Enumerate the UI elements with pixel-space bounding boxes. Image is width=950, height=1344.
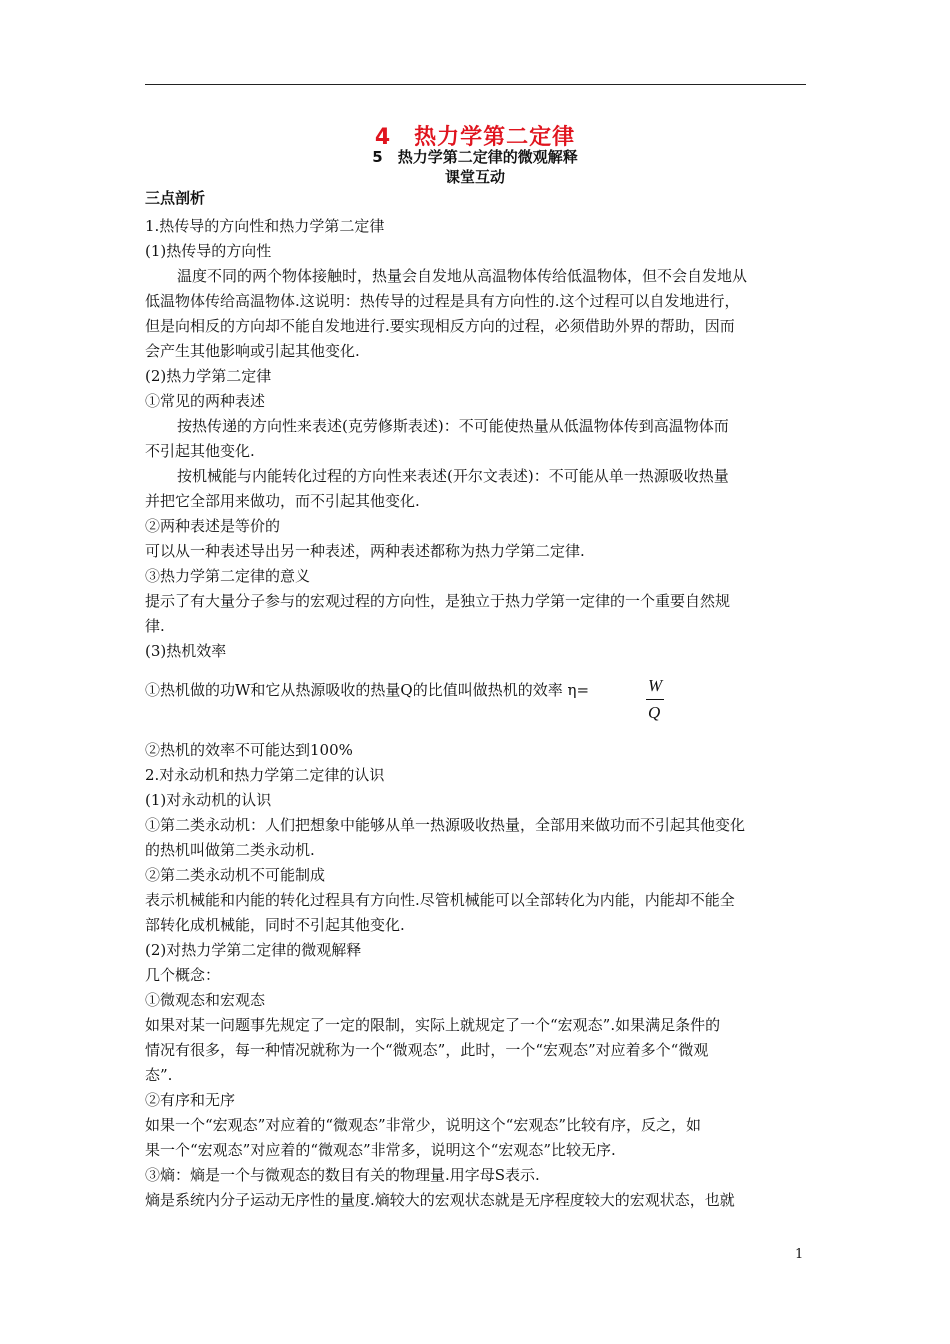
paragraph-line: 并把它全部用来做功，而不引起其他变化. — [145, 492, 420, 510]
page-number: 1 — [795, 1247, 804, 1262]
heading-2: 2.对永动机和热力学第二定律的认识 — [145, 766, 385, 784]
list-item: ③熵：熵是一个与微观态的数目有关的物理量.用字母S表示. — [145, 1166, 540, 1184]
list-item: ①第二类永动机：人们把想象中能够从单一热源吸收热量，全部用来做功而不引起其他变化 — [145, 816, 746, 834]
efficiency-definition: ①热机做的功W和它从热源吸收的热量Q的比值叫做热机的效率 η= — [145, 681, 590, 699]
paragraph-line: 情况有很多，每一种情况就称为一个“微观态”，此时，一个“宏观态”对应着多个“微观 — [145, 1041, 709, 1059]
paragraph-line: 表示机械能和内能的转化过程具有方向性.尽管机械能可以全部转化为内能，内能却不能全 — [145, 891, 735, 909]
list-item: ②两种表述是等价的 — [145, 517, 281, 535]
paragraph-line: 可以从一种表述导出另一种表述，两种表述都称为热力学第二定律. — [145, 542, 585, 560]
list-item: ②第二类永动机不可能制成 — [145, 866, 326, 884]
paragraph-line: 律. — [145, 617, 165, 635]
paragraph-line: 不引起其他变化. — [145, 442, 255, 460]
heading-analysis: 三点剖析 — [145, 189, 206, 207]
header-rule — [145, 84, 806, 85]
subheading-2-1: (1)对永动机的认识 — [145, 791, 272, 809]
paragraph-line: 按机械能与内能转化过程的方向性来表述(开尔文表述)：不可能从单一热源吸收热量 — [177, 467, 729, 485]
list-item: ②热机的效率不可能达到100% — [145, 741, 353, 759]
paragraph-line: 按热传递的方向性来表述(克劳修斯表述)：不可能使热量从低温物体传到高温物体而 — [177, 417, 729, 435]
fraction-denominator: Q — [648, 703, 661, 722]
paragraph-line: 几个概念： — [145, 966, 221, 984]
fraction-bar — [646, 699, 664, 700]
fraction-numerator: W — [648, 676, 663, 695]
paragraph-line: 温度不同的两个物体接触时，热量会自发地从高温物体传给低温物体，但不会自发地从 — [177, 267, 748, 285]
paragraph-line: 提示了有大量分子参与的宏观过程的方向性，是独立于热力学第一定律的一个重要自然规 — [145, 592, 731, 610]
chapter-title: 4 热力学第二定律 — [374, 125, 576, 150]
list-item: ①常见的两种表述 — [145, 392, 266, 410]
paragraph-line: 果一个“宏观态”对应着的“微观态”非常多，说明这个“宏观态”比较无序. — [145, 1141, 616, 1159]
subheading-2-2: (2)对热力学第二定律的微观解释 — [145, 941, 362, 959]
section-subtitle: 5 热力学第二定律的微观解释 — [372, 148, 578, 166]
paragraph-line: 如果对某一问题事先规定了一定的限制，实际上就规定了一个“宏观态”.如果满足条件的 — [145, 1016, 721, 1034]
list-item: ①微观态和宏观态 — [145, 991, 266, 1009]
list-item: ②有序和无序 — [145, 1091, 236, 1109]
subheading-1-3: (3)热机效率 — [145, 642, 227, 660]
paragraph-line: 会产生其他影响或引起其他变化. — [145, 342, 360, 360]
paragraph-line: 态”. — [145, 1066, 173, 1084]
section-heading: 课堂互动 — [444, 168, 505, 186]
paragraph-line: 但是向相反的方向却不能自发地进行.要实现相反方向的过程，必须借助外界的帮助，因而 — [145, 317, 735, 335]
paragraph-line: 熵是系统内分子运动无序性的量度.熵较大的宏观状态就是无序程度较大的宏观状态，也就 — [145, 1191, 735, 1209]
paragraph-line: 部转化成机械能，同时不引起其他变化. — [145, 916, 405, 934]
paragraph-line: 低温物体传给高温物体.这说明：热传导的过程是具有方向性的.这个过程可以自发地进行， — [145, 292, 740, 310]
subheading-1-2: (2)热力学第二定律 — [145, 367, 272, 385]
paragraph-line: 的热机叫做第二类永动机. — [145, 841, 315, 859]
paragraph-line: 如果一个“宏观态”对应着的“微观态”非常少，说明这个“宏观态”比较有序，反之，如 — [145, 1116, 702, 1134]
heading-1: 1.热传导的方向性和热力学第二定律 — [145, 217, 385, 235]
subheading-1-1: (1)热传导的方向性 — [145, 242, 272, 260]
list-item: ③热力学第二定律的意义 — [145, 567, 311, 585]
